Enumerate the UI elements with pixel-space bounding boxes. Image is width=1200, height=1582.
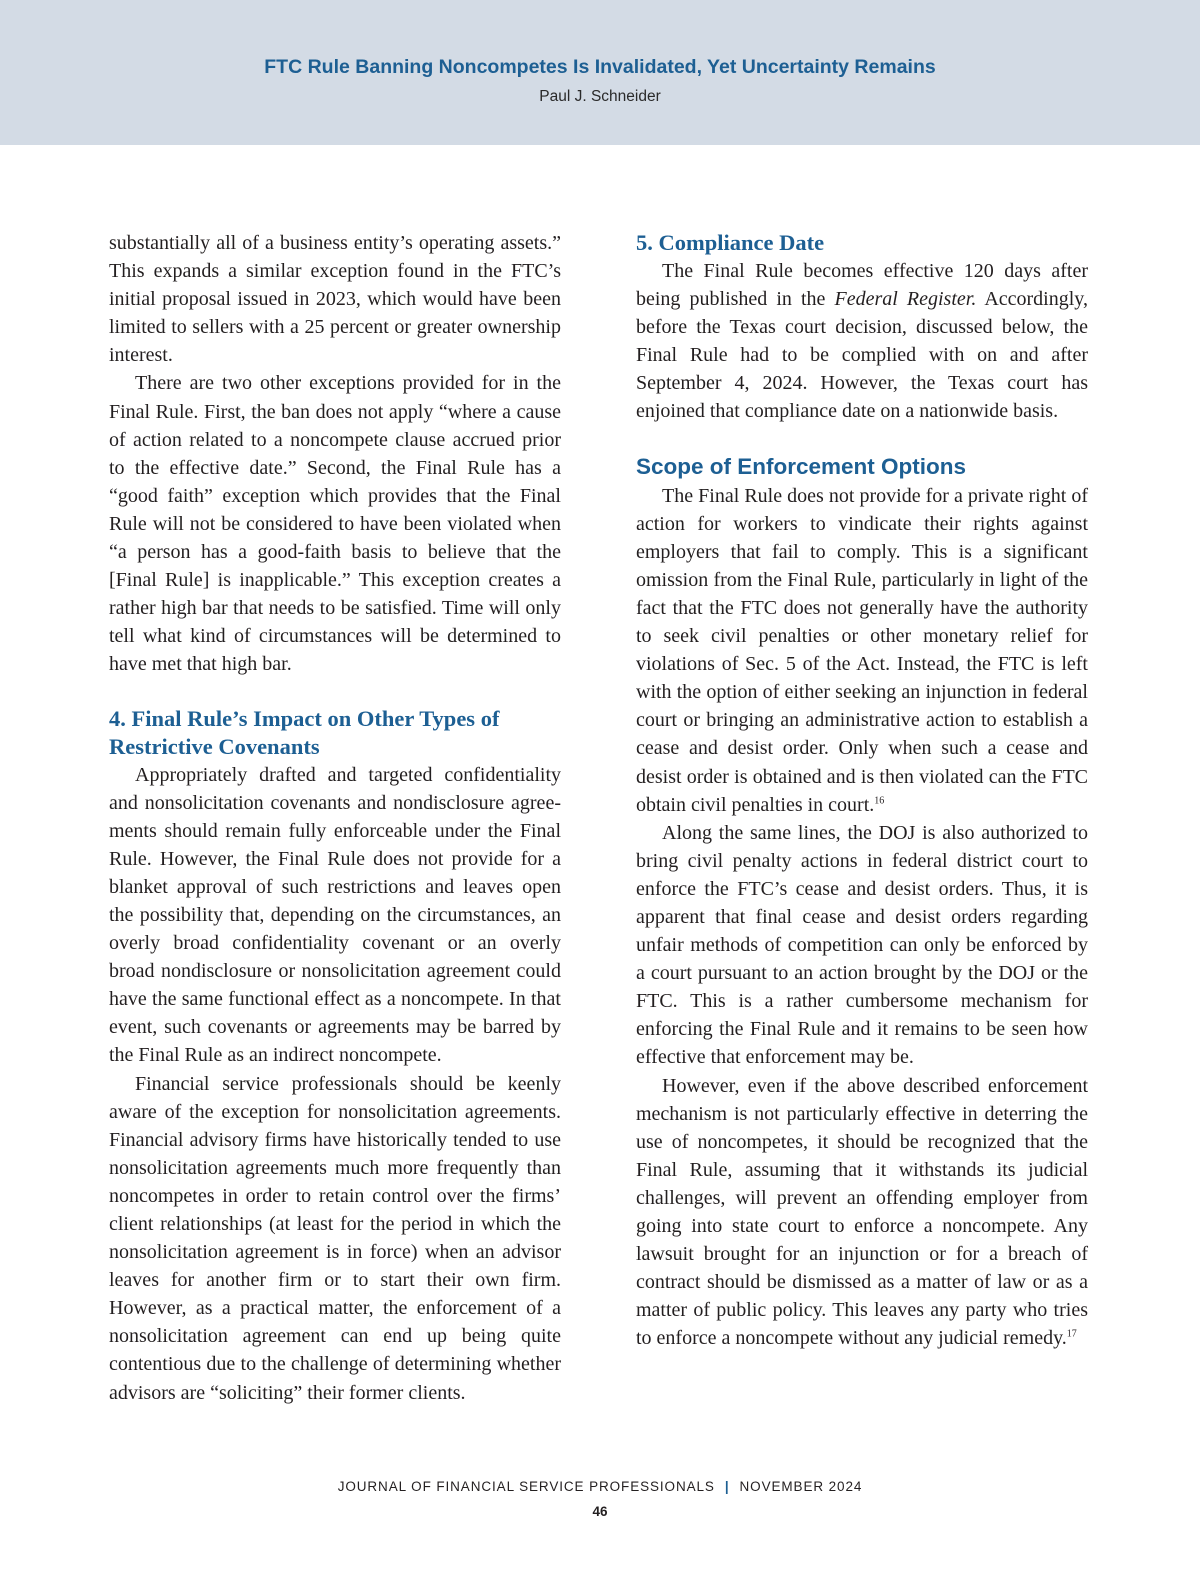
footer-separator: | [724,1479,730,1494]
text-run: The Final Rule becomes effective 120 days after being published in the [636,260,1088,311]
paragraph [636,257,1088,426]
paragraph [636,482,1088,819]
text-run: The Final Rule does not provide for a private right of action for workers to vindicate their rights against employers that fail to comply. This is a significant omission from the Final Rule, particularly in light of the fact that the FTC does not generally have the authority to seek civil penalties or other monetary relief for violations of Sec. 5 of the Act. Instead, the FTC is left with the option of either seeking an injunction in federal court or bringing an administrative action to establish a cease and desist order. Only when such a cease and desist order is obtained and is then violated can the FTC obtain civil penalties in court. [636,484,1088,816]
paragraph [636,1072,1088,1353]
paragraph: There are two other exceptions provided for in the Final Rule. First, the ban does not apply “where a cause of action related to a noncompete clause accrued prior to the effective date.” Second, the Final Rule has a “good faith” exception which provides that the Final Rule will not be considered to have been violated when “a person has a good-faith basis to believe that the [Final Rule] is inapplicable.” This exception creates a rather high bar that needs to be satisfied. Time will only tell what kind of circumstances will be determined to have met that high bar. [109,372,561,676]
text-run: However, even if the above described enforcement mechanism is not particularly effective in deterring the use of noncompetes, it should be recognized that the Final Rule, assuming that it withstands its judicial challenges, will prevent an offending employer from going into state court to enforce a noncompete. Any lawsuit brought for an injunction or for a breach of contract should be dismissed as a matter of law or as a matter of public policy. This leaves any party who tries to enforce a noncompete without any judicial remedy. [636,1074,1088,1350]
left-column [109,229,561,1407]
paragraph: substantially all of a business entity’s operating assets.” This expands a similar exception found in the FTC’s initial proposal issued in 2023, which would have been limited to sellers with a 25 percent or greater ownership interest. [109,232,561,367]
text-run: Accordingly, before the Texas court decision, discussed below, the Final Rule had to be complied with on and after September 4, 2024. However, the Texas court has enjoined that compliance date on a nationwide basis. [636,288,1088,423]
right-column [636,229,1088,1352]
section-heading-4: 4. Final Rule’s Impact on Other Types of Restrictive Covenants [109,705,500,759]
page-number: 46 [592,1504,608,1519]
footnote-ref-16[interactable]: 16 [874,794,885,806]
paragraph: Along the same lines, the DOJ is also authorized to bring civil penalty actions in federal district court to enforce the FTC’s cease and desist orders. Thus, it is apparent that final cease and desist orders regarding unfair methods of competition can only be enforced by a court pursuant to an action brought by the DOJ or the FTC. This is a rather cumbersome mechanism for enforcing the Final Rule and it remains to be seen how effective that enforcement may be. [636,821,1088,1069]
issue-date: NOVEMBER 2024 [739,1479,863,1494]
paragraph: Financial service professionals should be keenly aware of the exception for nonsolicitation agreements. Financial advisory firms have historically tended to use nonsolicitation agreements much more frequently than noncompetes in order to retain control over the firms’ client relationships (at least for the period in which the nonsolicitation agreement is in force) when an advisor leaves for another firm or to start their own firm. However, as a practical matter, the enforcement of a nonsolicitation agreement can end up being quite contentious due to the challenge of determining whether advisors are “soliciting” their former clients. [109,1072,561,1404]
footnote-ref-17[interactable]: 17 [1066,1328,1077,1340]
section-heading-5: 5. Compliance Date [636,230,825,255]
article-author: Paul J. Schneider [539,88,661,105]
paragraph: Appropriately drafted and targeted confidentiality and nonsolicitation covenants and nondisclosure agreements should remain fully enforceable under the Final Rule. However, the Final Rule does not provide for a blanket approval of such restrictions and leaves open the possibility that, depending on the circumstances, an overly broad confidentiality covenant or an overly broad nondisclosure or nonsolicitation agreement could have the same functional effect as a noncompete. In that event, such covenants or agreements may be barred by the Final Rule as an indirect noncompete. [109,763,561,1067]
section-heading-scope: Scope of Enforcement Options [636,453,967,479]
publication-title: Federal Register. [834,288,977,311]
running-footer [0,1479,1200,1494]
running-header [0,0,1200,145]
journal-name: JOURNAL OF FINANCIAL SERVICE PROFESSIONALS [337,1479,715,1494]
article-title: FTC Rule Banning Noncompetes Is Invalidated, Yet Uncertainty Remains [264,56,936,78]
